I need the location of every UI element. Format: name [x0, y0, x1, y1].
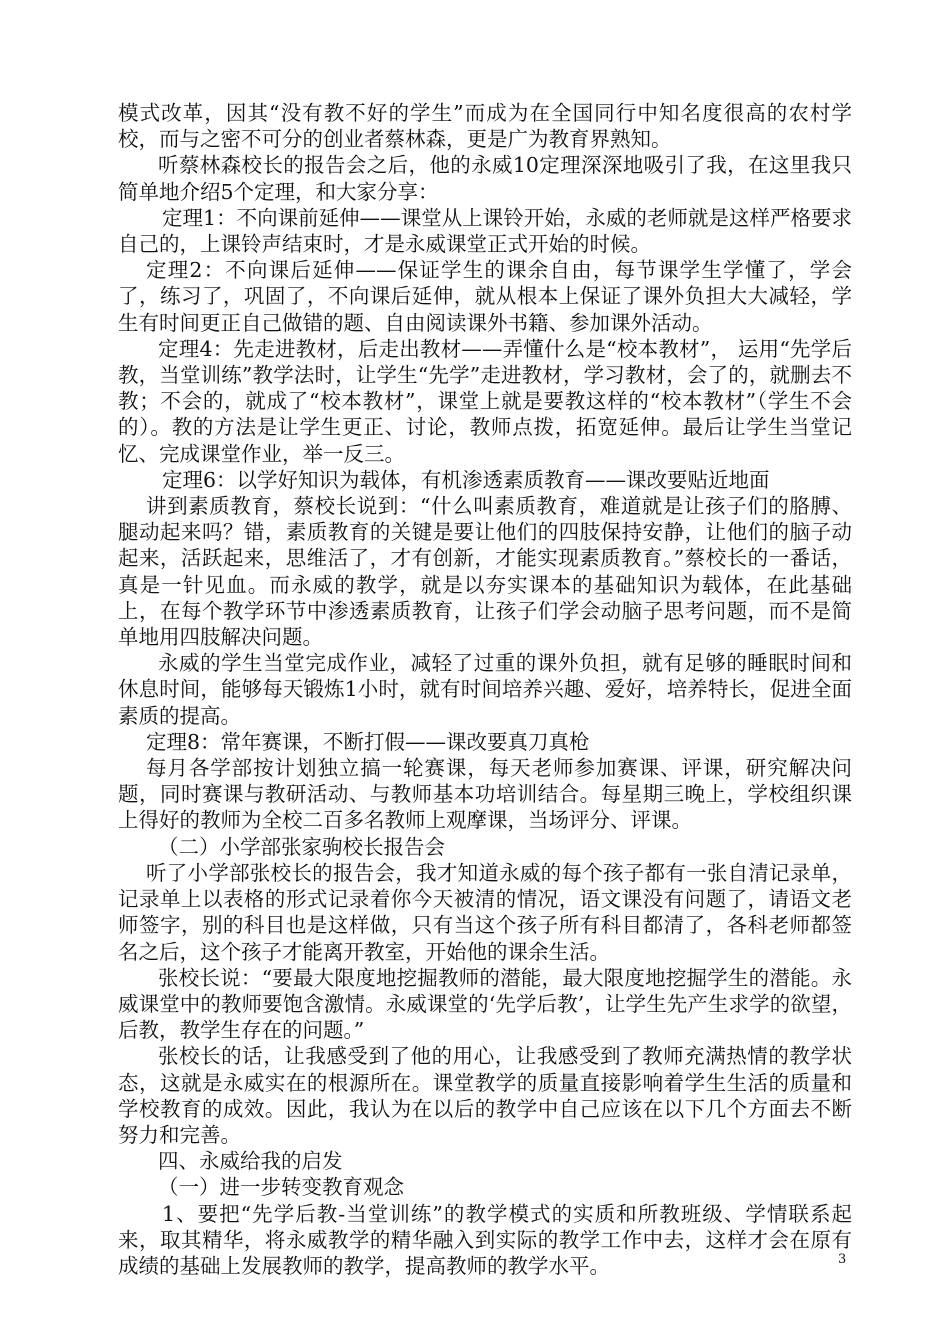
paragraph: 1、要把“先学后教-当堂训练”的教学模式的实质和所教班级、学情联系起来，取其精华，将永威教学的精华融入到实际的教学工作中去，这样才会在原有成绩的基础上发展教师的教学，提高教师的教学水平。 — [118, 1201, 852, 1278]
section-heading: （一）进一步转变教育观念 — [158, 1175, 404, 1200]
paragraph: 每月各学部按计划独立搞一轮赛课，每天老师参加赛课、评课，研究解决问题，同时赛课与教研活动、与教师基本功培训结合。每星期三晚上，学校组织课上得好的教师为全校二百多名教师上观摩课，当场评分、评课。 — [118, 756, 852, 833]
section-heading: 四、永威给我的启发 — [158, 1149, 343, 1174]
paragraph: 定理1：不向课前延伸——课堂从上课铃开始，永威的老师就是这样严格要求自己的，上课铃声结束时，才是永威课堂正式开始的时候。 — [118, 205, 852, 257]
paragraph: 定理8：常年赛课，不断打假——课改要真刀真枪 — [146, 729, 590, 754]
body-text — [118, 100, 852, 1279]
paragraph: 讲到素质教育，蔡校长说到：“什么叫素质教育，难道就是让孩子们的胳膊、腿动起来吗？错，素质教育的关键是要让他们的四肢保持安静，让他们的脑子动起来，活跃起来，思维活了，才有创新，才能实现素质教育。”蔡校长的一番话，真是一针见血。而永威的教学，就是以夯实课本的基础知识为载体，在此基础上，在每个教学环节中渗透素质教育，让孩子们学会动脑子思考问题，而不是简单地用四肢解决问题。 — [118, 494, 852, 650]
section-heading: （二）小学部张家驹校长报告会 — [158, 834, 445, 859]
page-number: 3 — [838, 1252, 847, 1267]
paragraph: 永威的学生当堂完成作业，减轻了过重的课外负担，就有足够的睡眠时间和休息时间，能够每天锻炼1小时，就有时间培养兴趣、爱好，培养特长，促进全面素质的提高。 — [118, 651, 852, 728]
paragraph: 模式改革，因其“没有教不好的学生”而成为在全国同行中知名度很高的农村学校，而与之密不可分的创业者蔡林森，更是广为教育界熟知。 — [118, 101, 852, 152]
paragraph: 定理6：以学好知识为载体，有机渗透素质教育——课改要贴近地面 — [162, 467, 770, 492]
paragraph: 听蔡林森校长的报告会之后，他的永威10定理深深地吸引了我，在这里我只简单地介绍5个定理，和大家分享： — [118, 153, 852, 204]
paragraph: 张校长说：“要最大限度地挖掘教师的潜能，最大限度地挖掘学生的潜能。永威课堂中的教师要饱含激情。永威课堂的‘先学后教’，让学生先产生求学的欲望，后教，教学生存在的问题。” — [118, 965, 852, 1043]
paragraph: 定理2：不向课后延伸——保证学生的课余自由，每节课学生学懂了，学会了，练习了，巩固了，不向课后延伸，就从根本上保证了课外负担大大减轻，学生有时间更正自己做错的题、自由阅读课外书籍、参加课外活动。 — [118, 258, 852, 335]
paragraph: 定理4：先走进教材，后走出教材——弄懂什么是“校本教材”， 运用“先学后教，当堂训练”教学法时，让学生“先学”走进教材，学习教材，会了的，就删去不教；不会的，就成了“校本教材”，课堂上就是要教这样的“校本教材”（学生不会的）。教的方法是让学生更正、讨论，教师点拨，拓宽延伸。最后让学生当堂记忆、完成课堂作业，举一反三。 — [118, 336, 852, 466]
paragraph: 听了小学部张校长的报告会，我才知道永威的每个孩子都有一张自清记录单，记录单上以表格的形式记录着你今天被清的情况，语文课没有问题了，请语文老师签字，别的科目也是这样做，只有当这个孩子所有科目都清了，各科老师都签名之后，这个孩子才能离开教室，开始他的课余生活。 — [118, 860, 852, 964]
paragraph: 张校长的话，让我感受到了他的用心，让我感受到了教师充满热情的教学状态，这就是永威实在的根源所在。课堂教学的质量直接影响着学生生活的质量和学校教育的成效。因此，我认为在以后的教学中自己应该在以下几个方面去不断努力和完善。 — [118, 1044, 852, 1147]
